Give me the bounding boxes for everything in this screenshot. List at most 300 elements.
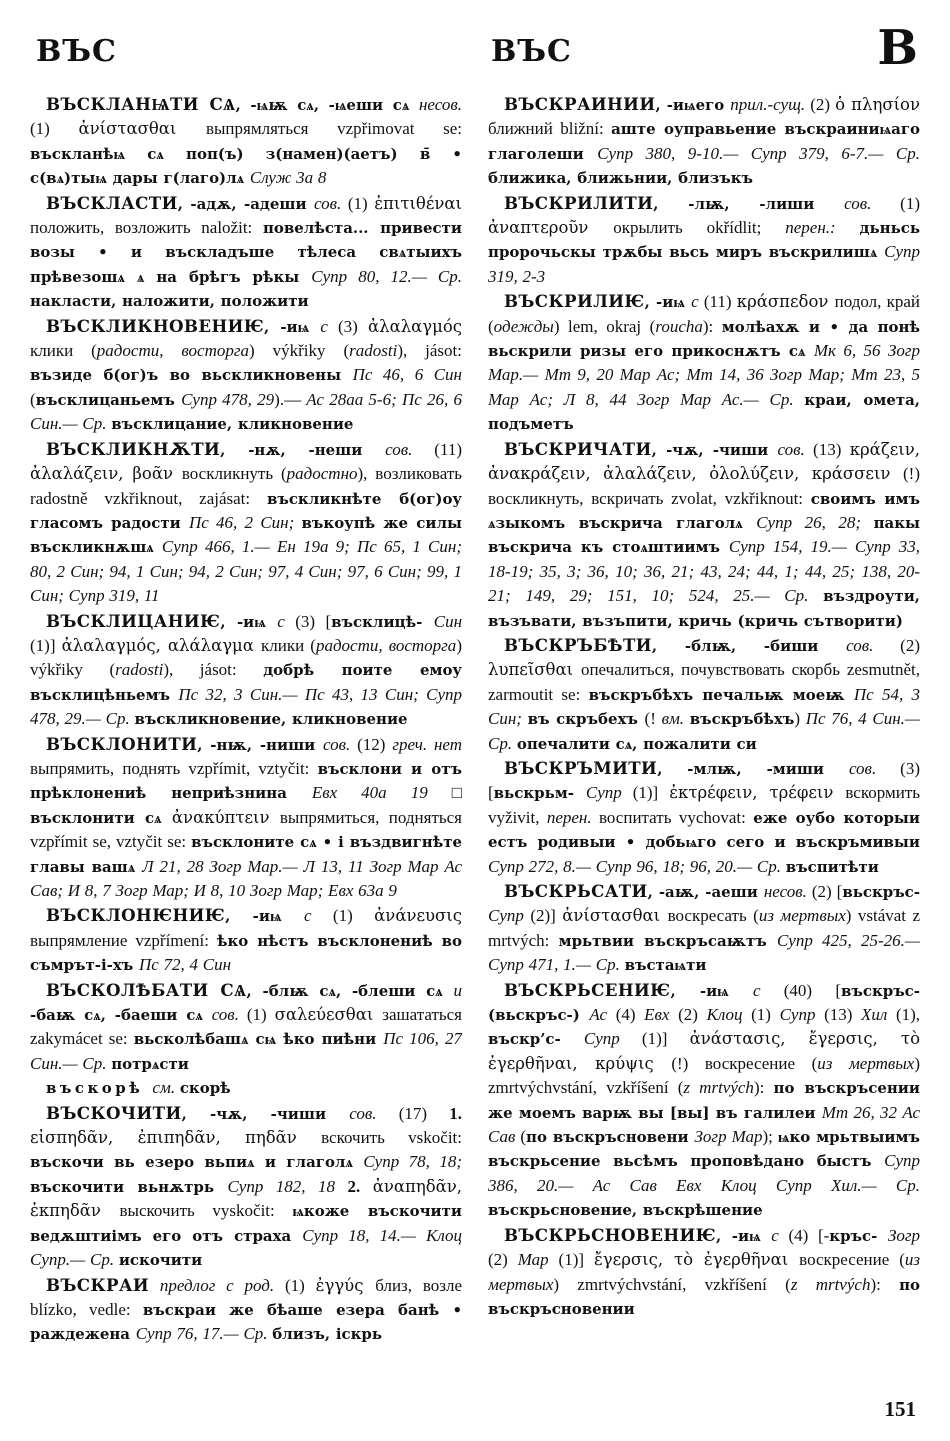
reference-italic: радости, восторга (315, 635, 457, 655)
translation-text: (!) воскликнуть, вскричать (488, 464, 920, 508)
translation-text: (1) (871, 193, 920, 213)
slavonic-text: по въскръсении же моемъ варѭ вы [вы] въ галилеи (488, 1079, 920, 1122)
dictionary-entry (30, 1101, 462, 1273)
czech-translation: zesmutnět, zarmoutit se: (488, 660, 920, 704)
czech-translation: vzpřímit se, vztyčit se: (30, 832, 192, 852)
headword: ВЪСКОЛѢБАТИ СѦ (46, 979, 247, 1000)
reference-italic: radosti (115, 660, 164, 680)
translation-text: (1) (274, 1275, 316, 1295)
translation-text: ) (845, 906, 858, 926)
reference-italic: Супр (488, 906, 524, 926)
slavonic-text: , -иѩ (715, 1226, 772, 1245)
reference-italic: Пс 32, 3 Син.— Пс 43, 13 Син; Супр 478, 29.— Ср. (30, 684, 462, 729)
reference-italic: с (277, 611, 285, 631)
czech-translation: vzpřimovat se: (337, 119, 462, 139)
headword: ВЪСКЛАСТИ (46, 192, 178, 213)
reference-italic: несов. (418, 95, 462, 114)
reference-italic: Супр 80, 12.— Ср. (311, 266, 462, 286)
czech-translation: zvolat, vzkřiknout: (671, 488, 811, 508)
running-head-right-column: ВЪС (491, 34, 572, 69)
slavonic-text: въ скръбехъ (527, 710, 645, 729)
headword: ВЪСКРЪБѢТИ (504, 634, 652, 655)
reference-italic: сов. (846, 635, 874, 655)
translation-text: (4) [- (778, 1225, 830, 1245)
translation-text: (12) (350, 734, 393, 754)
slavonic-text: близъ, іскрь (272, 1325, 383, 1344)
sense-number: 1. (449, 1103, 462, 1123)
reference-italic: Пс 46, 6 Син (352, 365, 462, 385)
reference-italic: сов. (385, 439, 413, 459)
headword: ВЪСКРИЧАТИ (504, 438, 652, 459)
slavonic-text: въсклицѣ- (331, 612, 434, 631)
greek-text: ἐκτρέφειν, τρέφειν (669, 783, 846, 803)
translation-text: (3) [ (284, 611, 332, 631)
reference-italic: с (752, 980, 761, 1000)
greek-text: λυπεῖσθαι (488, 660, 581, 680)
reference-italic: сов. (314, 193, 342, 213)
translation-text: (1) (341, 193, 375, 213)
reference-italic: Син (433, 611, 462, 631)
section-letter: В (877, 20, 918, 76)
reference-italic: радостно (286, 464, 358, 484)
reference-italic: Хил (861, 1005, 888, 1025)
slavonic-text: вьсколѣбашѧ сѩ ѣко пиѣни (133, 1030, 384, 1049)
translation-text: клики ( (30, 341, 97, 361)
translation-text: (11) (698, 292, 737, 312)
translation-text: выпрямляться (205, 119, 338, 139)
reference-italic: Супр (585, 783, 622, 803)
translation-text: выпрямить, поднять (30, 758, 189, 778)
czech-translation: vyživit, (488, 807, 547, 827)
czech-translation: ), jásot: (397, 341, 462, 361)
translation-text: ) (553, 316, 568, 336)
left-column (30, 92, 462, 1397)
reference-italic: Ас 28аа 5-6; Пс 26, 6 Син.— Ср. (30, 389, 462, 434)
dictionary-entry (30, 609, 462, 732)
headword: ВЪСКЛИЦАНИѤ (46, 610, 221, 631)
slavonic-text: , -адѫ, -адеши (177, 194, 315, 213)
slavonic-text: , -блѭ, -биши (651, 636, 847, 655)
dictionary-entry (488, 437, 920, 633)
headword: ВЪСКРИЛИѤ (504, 291, 645, 312)
slavonic-text: , -аѭ, -аеши (647, 883, 764, 901)
reference-italic: несов. (763, 882, 807, 901)
slavonic-text: накласти, наложити, положити (30, 292, 309, 311)
reference-italic: radosti (349, 341, 398, 361)
slavonic-text: въсклони и отъ прѣклонениѣ неприѣзнина (30, 759, 462, 803)
slavonic-text: въсклицаньемъ (35, 390, 182, 409)
reference-italic: прил.-сущ. (730, 95, 806, 114)
reference-italic: roucha (655, 316, 703, 336)
slavonic-text: въскр’с- (488, 1030, 584, 1049)
slavonic-text: кръс- (829, 1226, 888, 1245)
translation-text: (! (644, 709, 662, 729)
dictionary-entry (30, 1076, 462, 1100)
greek-text: ἀλαλαγμός, αλάλαγμα (61, 635, 261, 655)
reference-italic: вм. (661, 709, 690, 729)
reference-italic: Супр 386, 20.— Ас Сав Евх Клоц Супр Хил.— Ср. (488, 1151, 920, 1195)
headword: ВЪСКРИЛИТИ (504, 192, 654, 213)
translation-text: вскочить (321, 1128, 409, 1148)
reference-italic: сов. (349, 1103, 377, 1123)
czech-translation: ): (702, 316, 722, 336)
czech-translation: bližní: (560, 119, 612, 139)
greek-text: ἔγερσις, τὸ ἐγερθῆναι (593, 1250, 800, 1270)
slavonic-text-spaced: въскорѣ (46, 1079, 153, 1098)
dictionary-entry (30, 732, 462, 904)
running-head-left: ВЪС (36, 34, 117, 69)
dictionary-entry (488, 191, 920, 290)
reference-italic: Супр 76, 17.— Ср. (135, 1324, 273, 1344)
translation-text: близ, возле (375, 1275, 462, 1295)
slavonic-text: въскликновение, кликновение (134, 710, 408, 729)
headword: ВЪСКРЬСЕНИѤ (504, 979, 671, 1000)
slavonic-text: въкоупѣ же силы въскликнѫшѧ (30, 513, 462, 557)
slavonic-text: въздроути, възъвати, възъпити, кричь (кричь сътворити) (488, 587, 920, 630)
slavonic-text: повелѣста... привести возы • и въскладъше тѣлеса свѧтыихъ прѣвезошѧ ѧ на брѣгъ рѣкы (30, 219, 462, 286)
reference-italic: Л 21, 28 Зогр Мар.— Л 13, 11 Зогр Мар Ас Сав; И 8, 7 Зогр Мар; И 8, 10 Зогр Мар; Евх 63а 9 (30, 856, 462, 900)
right-column (488, 92, 920, 1397)
translation-text: подол, край ( (488, 292, 920, 336)
czech-translation: vyskočit: (212, 1201, 293, 1221)
translation-text: выскочить (119, 1201, 213, 1221)
slavonic-text: ближика, ближьнии, близъкъ (488, 169, 753, 188)
slavonic-text: молѣахѫ и • да понѣ вьскрили ризы его прикоснѫтъ сѧ (488, 317, 920, 361)
reference-italic: одежды (493, 316, 554, 336)
greek-text: ἀναπηδᾶν, ἐκπηδᾶν (30, 1176, 462, 1221)
translation-text: выпрямиться, подняться (279, 807, 462, 827)
reference-italic: предлог с род. (149, 1275, 275, 1295)
dictionary-entry (488, 879, 920, 978)
translation-text: (13) (804, 439, 850, 459)
translation-text: воспитать (598, 807, 679, 827)
slavonic-text: искочити (118, 1251, 203, 1270)
czech-translation: zmrtvýchvstání, vzkříšení ( (488, 1078, 684, 1098)
translation-text: ) (553, 1274, 578, 1294)
dictionary-entry (488, 289, 920, 436)
page-footer (30, 1397, 920, 1423)
reference-italic: Мк 6, 56 Зогр Мар.— Мт 9, 20 Мар Ас; Мт 14, 36 Зогр Мар; Мт 23, 5 Мар Ас; Л 8, 44 Зогр Мар Ас.— Ср. (488, 341, 920, 409)
slavonic-text: възиде б(ог)ъ во вьскликновены (30, 366, 353, 385)
headword: ВЪСКЛИКНѪТИ (46, 438, 221, 459)
slavonic-text: въсклоните сѧ • і въздвигнѣте главы вашѧ (30, 833, 462, 876)
sense-number: 2. (347, 1176, 373, 1196)
headword: ВЪСКРЪМИТИ (504, 757, 658, 778)
dictionary-entry (30, 437, 462, 609)
czech-translation: ): (870, 1274, 900, 1294)
reference-italic: Супр 466, 1.— Ен 19а 9; Пс 65, 1 Син; 80, 2 Син; 94, 1 Син; 94, 2 Син; 97, 4 Син; 97, 6 Син; 99, 1 Син; Супр 319, 11 (30, 537, 462, 606)
greek-text: ἀλαλαγμός (368, 316, 462, 336)
translation-text: зашататься (382, 1005, 462, 1025)
headword: ВЪСКРАИ (46, 1274, 150, 1295)
translation-text: ) (456, 635, 462, 655)
slavonic-text: въскликнѣте б(ог)оу гласомъ радости (30, 489, 462, 532)
slavonic-text: въскочи вь езеро вьпиѧ и глаголѧ (30, 1153, 364, 1172)
running-head (30, 20, 920, 92)
slavonic-text: опечалити сѧ, пожалити си (516, 734, 757, 753)
greek-text: κράσπεδον (736, 292, 835, 312)
greek-text: ἀναπτεροῦν (488, 218, 614, 238)
slavonic-text: дьньсь пророчьскы трѫбы вьсь миръ въскрилишѧ (488, 219, 920, 262)
translation-text: (3) (327, 316, 368, 336)
dictionary-entry (488, 756, 920, 879)
translation-text: воскликнуть ( (181, 464, 287, 484)
translation-text: ) (249, 341, 273, 361)
slavonic-text: , -нѫ, -неши (220, 440, 386, 459)
translation-text: положить, возложить (30, 218, 202, 238)
czech-translation: zakymácet se: (30, 1029, 134, 1049)
translation-text: ); (762, 1127, 778, 1147)
translation-text: (2) (488, 1250, 518, 1270)
slavonic-text: , -чѫ, -чиши (651, 440, 778, 459)
czech-translation: ), jásot: (163, 660, 264, 680)
slavonic-text: вьскрьм- (493, 784, 586, 803)
dictionary-entry (488, 92, 920, 191)
headword: ВЪСКЛОНѤНИѤ (46, 905, 226, 926)
reference-italic: перен.: (785, 218, 860, 238)
dictionary-entry (30, 1273, 462, 1347)
translation-text: ( (30, 389, 36, 409)
slavonic-text: добрѣ поите емоу въсклицѣньемъ (30, 661, 462, 704)
czech-translation: vstávat z mrtvých: (488, 906, 920, 950)
reference-italic: Евх (644, 1005, 670, 1025)
greek-text: ἀνακύπτειν (171, 807, 280, 827)
reference-italic: Служ 3а 8 (249, 168, 327, 188)
translation-text: опечалиться, почувствовать скорбь (580, 660, 847, 680)
reference-italic: с (303, 906, 312, 926)
slavonic-text: въскраи же бѣаше езера банѣ • раждежена (30, 1300, 462, 1344)
translation-text: (1)] (30, 635, 62, 655)
text-columns (30, 92, 920, 1397)
reference-italic: сов. (844, 193, 872, 213)
translation-text: (2)] (523, 906, 563, 926)
slavonic-text: , -иѩ (644, 293, 692, 312)
translation-text: (4) (607, 1005, 645, 1025)
reference-italic: Мт 26, 32 Ас Сав (488, 1102, 920, 1147)
slavonic-text: , -лѭ, -лиши (653, 194, 845, 213)
slavonic-text: въсклицание, кликновение (111, 415, 354, 434)
reference-italic: Супр 18, 14.— Клоц Супр.— Ср. (30, 1225, 462, 1270)
slavonic-text: въспитѣти (785, 857, 879, 876)
slavonic-text: краи, омета, подъметъ (488, 390, 920, 434)
reference-italic: Супр 154, 19.— Супр 33, 18-19; 35, 3; 36, 10; 36, 21; 43, 24; 44, 1; 44, 25; 138, 20-21; 149, 29; 151, 10; 524, 25.— Ср. (488, 537, 920, 606)
greek-text: ἀνίστασθαι (562, 906, 668, 926)
greek-text: ἐπιτιθέναι (374, 193, 462, 213)
slavonic-text: ѩкоже въскочити ведѫштиімъ его отъ страха (30, 1202, 462, 1245)
reference-italic: Евх 40а 19 (311, 783, 428, 803)
translation-text: ).— (274, 389, 307, 409)
translation-text: (2) (669, 1005, 707, 1025)
slavonic-text: пакы въскрича къ стоѧштиимъ (488, 513, 920, 557)
czech-translation: okřídlit; (706, 218, 786, 238)
reference-italic: z mrtvých (790, 1274, 871, 1294)
reference-italic: Пс 46, 2 Син; (188, 512, 302, 532)
czech-translation: lem, okraj ( (567, 316, 656, 336)
translation-text: вскормить (845, 783, 920, 803)
reference-italic: из мертвых (758, 906, 846, 926)
czech-translation: výkřiky ( (30, 660, 116, 680)
translation-text: воскресать ( (667, 906, 759, 926)
slavonic-text: своимъ имъ ѧзыкомъ въскрича глаголѧ (488, 489, 920, 532)
translation-text: воскресение ( (799, 1250, 905, 1270)
slavonic-text: , -нѭ, -ниши (197, 735, 324, 754)
reference-italic: Пс 76, 4 Син.— Ср. (488, 709, 920, 753)
reference-italic: см. (152, 1078, 180, 1098)
translation-text: ближний (488, 119, 561, 139)
dictionary-entry (488, 1223, 920, 1322)
reference-italic: сов. (777, 439, 805, 459)
translation-text: (17) (376, 1103, 450, 1123)
slavonic-text: въскръс- (вьскръс-) (488, 981, 920, 1025)
reference-italic: Супр 182, 18 (227, 1176, 348, 1196)
dictionary-entry (488, 633, 920, 756)
reference-italic: Пс 72, 4 Син (138, 955, 232, 975)
reference-italic: Пс 106, 27 Син.— Ср. (30, 1029, 462, 1073)
slavonic-text: въскланѣѩ сѧ поп(ъ) з(намен)(аетъ) в̄ • с(вѧ)тыѩ дары г(лаго)лѧ (30, 144, 462, 188)
greek-text: ὁ πλησίον (835, 95, 920, 114)
reference-italic: сов. (848, 758, 877, 778)
reference-italic: Ас (589, 1005, 608, 1025)
translation-text: (40) [ (760, 980, 841, 1000)
slavonic-text: , -иѩ (220, 612, 278, 631)
reference-italic: из мертвых (817, 1053, 915, 1073)
reference-italic: и (453, 980, 462, 1000)
czech-translation: zmrtvýchvstání, vzkříšení ( (577, 1274, 791, 1294)
greek-text: ἐγγύς (315, 1275, 376, 1295)
greek-text: κράζειν, ἀνακράζειν, ἀλαλάζειν, ὀλολύζειν, κράσσειν (488, 439, 920, 484)
slavonic-text: въстаѩти (624, 956, 707, 975)
translation-text: ( (515, 1127, 527, 1147)
czech-translation: naložit: (201, 218, 263, 238)
czech-translation: vzpřímení: (135, 930, 217, 950)
translation-text: (2) (805, 95, 836, 114)
reference-italic: Зогр (887, 1225, 920, 1245)
headword: ВЪСКОЧИТИ (46, 1102, 182, 1123)
slavonic-text: скорѣ (179, 1079, 231, 1098)
headword: ВЪСКЛАНѨТИ СѦ (46, 94, 236, 114)
translation-text: (!) воскресение ( (671, 1053, 818, 1073)
dictionary-entry (30, 903, 462, 977)
reference-italic: радости, восторга (96, 341, 250, 361)
slavonic-text: въскрьсновение, въскрѣшение (488, 1201, 763, 1220)
slavonic-text: потрѧсти (111, 1054, 189, 1073)
reference-italic: Супр 425, 25-26.— Супр 471, 1.— Ср. (488, 930, 920, 975)
reference-italic: Супр 78, 18; (363, 1152, 462, 1172)
slavonic-text: , -иѩ (670, 981, 753, 1000)
translation-text: (1), (887, 1005, 920, 1025)
slavonic-text: по въскръсновени (526, 1128, 695, 1147)
czech-translation: vzpřímit, vztyčit: (188, 758, 318, 778)
slavonic-text: по въскръсновении (488, 1275, 920, 1318)
slavonic-text: -баѭ сѧ, -баеши сѧ (30, 1006, 212, 1025)
headword: ВЪСКРЬСНОВЕНИѤ (504, 1224, 716, 1245)
translation-text: (3) [ (488, 758, 920, 803)
greek-text: σαλεύεσθαι (274, 1005, 383, 1025)
translation-text: (2) (873, 635, 920, 655)
translation-text: (1) (30, 119, 79, 139)
czech-translation: vskočit: (408, 1128, 462, 1148)
translation-text: клики ( (260, 635, 316, 655)
slavonic-text: , -иѩего (655, 96, 731, 114)
headword: ВЪСКЛОНИТИ (46, 733, 198, 754)
headword: ВЪСКРЬСАТИ (504, 881, 648, 901)
slavonic-text: еже оубо которыи естъ родивыи • добьѩго сего и въскръмивыи (488, 808, 920, 852)
slavonic-text: въскръбѣхъ (689, 710, 795, 729)
reference-italic: сов. (211, 1005, 239, 1025)
slavonic-text: , -ѩѭ сѧ, -ѩеши сѧ (235, 96, 419, 114)
greek-text: ἀνάνευσις (374, 906, 462, 926)
translation-text: (11) (412, 439, 462, 459)
translation-text: (2) [ (806, 882, 843, 901)
czech-translation: výkřiky ( (272, 341, 350, 361)
reference-italic: Супр 380, 9-10.— Супр 379, 6-7.— Ср. (597, 143, 920, 163)
greek-text: ἀνίστασθαι (78, 119, 206, 139)
translation-text: ), возликовать (357, 464, 462, 484)
slavonic-text: ѩко мрьтвыимъ въскрьсение вьсѣмъ проповѣдано быстъ (488, 1128, 920, 1171)
reference-italic: Супр (779, 1005, 816, 1025)
reference-italic: Супр 272, 8.— Супр 96, 18; 96, 20.— Ср. (488, 856, 786, 876)
greek-text: εἰσπηδᾶν, ἐπιπηδᾶν, πηδᾶν (30, 1128, 322, 1148)
reference-italic: Супр 319, 2-3 (488, 242, 920, 286)
slavonic-text: вьскръс- (842, 883, 920, 901)
translation-text: (1) (311, 906, 375, 926)
slavonic-text: аште оуправьение въскраиниѩаго глаголеши (488, 120, 920, 163)
translation-text: (1) (238, 1005, 275, 1025)
slavonic-text: мрьтвии въскръсаѭтъ (558, 931, 777, 950)
reference-italic: Супр 478, 29 (181, 389, 275, 409)
czech-translation: ): (753, 1078, 774, 1098)
slavonic-text: , -иѩ (264, 317, 321, 336)
headword: ВЪСКРАИНИИ (504, 94, 656, 114)
czech-translation: radostně vzkřiknout, zajásat: (30, 488, 267, 508)
translation-text: □ (427, 783, 462, 803)
reference-italic: Супр 26, 28; (756, 512, 874, 532)
reference-italic: греч. нет (392, 734, 462, 754)
slavonic-text: , -иѩ (225, 907, 304, 926)
translation-text: (1)] (621, 783, 670, 803)
translation-text: выпрямление (30, 930, 136, 950)
reference-italic: Супр (583, 1029, 620, 1049)
slavonic-text: ѣко нѣстъ въсклонениѣ во съмрът-і-хъ (30, 931, 462, 975)
slavonic-text: въсклонити сѧ (30, 808, 172, 827)
reference-italic: Зогр Мар (694, 1127, 763, 1147)
dictionary-entry (488, 978, 920, 1223)
slavonic-text: , -чѫ, -чиши (181, 1104, 350, 1123)
headword: ВЪСКЛИКНОВЕНИѤ (46, 315, 265, 336)
reference-italic: Клоц (706, 1005, 743, 1025)
reference-italic: перен. (546, 807, 599, 827)
reference-italic: Мар (517, 1250, 549, 1270)
dictionary-entry (30, 191, 462, 314)
translation-text: (1)] (548, 1250, 594, 1270)
slavonic-text: , -блѭ сѧ, -блеши сѧ (246, 981, 454, 1000)
dictionary-entry (30, 978, 462, 1077)
dictionary-entry (30, 314, 462, 437)
czech-translation: vychovat: (678, 807, 754, 827)
greek-text: ἀνάστασις, ἔγερσις, τὸ ἐγερθῆναι, κρύψις (488, 1029, 920, 1073)
translation-text: (1)] (619, 1029, 690, 1049)
reference-italic: z mrtvých (683, 1078, 754, 1098)
reference-italic: из мертвых (488, 1250, 920, 1294)
translation-text: окрылить (613, 218, 707, 238)
translation-text: (1) (742, 1005, 780, 1025)
slavonic-text: въскръбѣхъ печальѭ моеѭ (588, 685, 854, 704)
reference-italic: Пс 54, 3 Син; (488, 684, 920, 729)
translation-text: ) (794, 709, 806, 729)
reference-italic: с (691, 292, 699, 312)
dictionary-entry (30, 92, 462, 191)
reference-italic: с (320, 316, 328, 336)
